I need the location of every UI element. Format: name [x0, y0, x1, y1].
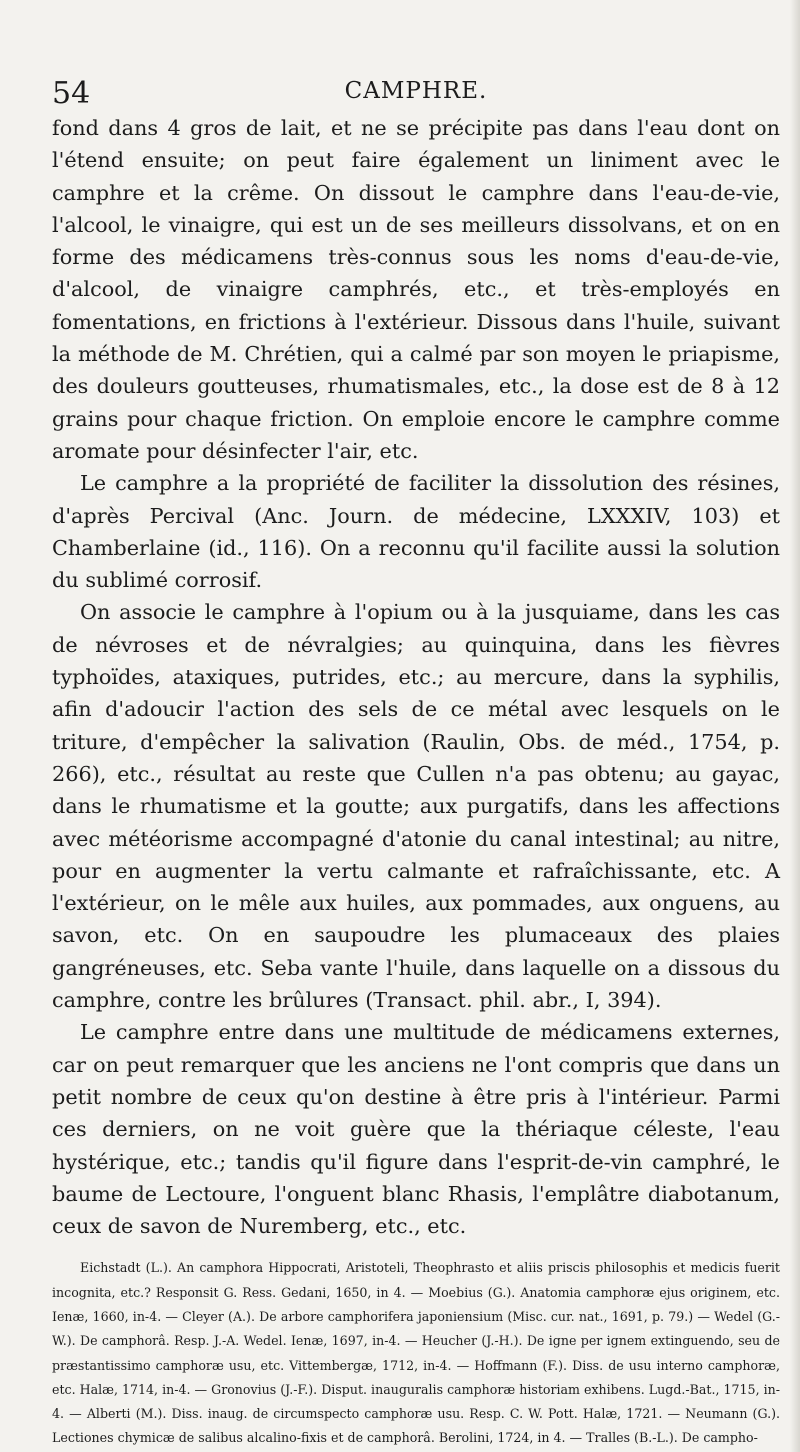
- running-title: CAMPHRE.: [344, 78, 488, 104]
- page-number: 54: [52, 76, 91, 111]
- paragraph-2: Le camphre a la propriété de faciliter la dissolution des résines, d'après Percival (Anc. Journ. de médecine, LXXXIV, 103) et Chamberlaine (id., 116). On a reconnu qu'il facilite aussi la solution du sublimé corrosif.: [52, 471, 780, 593]
- paragraph-3: On associe le camphre à l'opium ou à la jusquiame, dans les cas de névroses et de névralgies; au quinquina, dans les fièvres typhoïdes, ataxiques, putrides, etc.; au mercure, dans la syphilis, afin d'adoucir l'action des sels de ce métal avec lesquels on le triture, d'empêcher la salivation (Raulin, Obs. de méd., 1754, p. 266), etc., résultat au reste que Cullen n'a pas obtenu; au gayac, dans le rhumatisme et la goutte; aux purgatifs, dans les affections avec météorisme accompagné d'atonie du canal intestinal; au nitre, pour en augmenter la vertu calmante et rafraîchissante, etc. A l'extérieur, on le mêle aux huiles, aux pommades, aux onguens, au savon, etc. On en saupoudre les plumaceaux des plaies gangréneuses, etc. Seba vante l'huile, dans laquelle on a dissous du camphre, contre les brûlures (Transact. phil. abr., I, 394).: [52, 600, 780, 1013]
- body-text: [52, 112, 780, 1242]
- paragraph-4: Le camphre entre dans une multitude de médicamens externes, car on peut remarquer que les anciens ne l'ont compris que dans un petit nombre de ceux qu'on destine à être pris à l'intérieur. Parmi ces derniers, on ne voit guère que la thériaque céleste, l'eau hystérique, etc.; tandis qu'il figure dans l'esprit-de-vin camphré, le baume de Lectoure, l'onguent blanc Rhasis, l'emplâtre diabotanum, ceux de savon de Nuremberg, etc., etc.: [52, 1020, 780, 1239]
- page-header: [52, 70, 780, 112]
- page: [52, 70, 780, 1451]
- paragraph-1: fond dans 4 gros de lait, et ne se précipite pas dans l'eau dont on l'étend ensuite; on peut faire également un liniment avec le camphre et la crême. On dissout le camphre dans l'eau-de-vie, l'alcool, le vinaigre, qui est un de ses meilleurs dissolvans, et on en forme des médicamens très-connus sous les noms d'eau-de-vie, d'alcool, de vinaigre camphrés, etc., et très-employés en fomentations, en frictions à l'extérieur. Dissous dans l'huile, suivant la méthode de M. Chrétien, qui a calmé par son moyen le priapisme, des douleurs goutteuses, rhumatismales, etc., la dose est de 8 à 12 grains pour chaque friction. On emploie encore le camphre comme aromate pour désinfecter l'air, etc.: [52, 116, 780, 463]
- footnote-bibliography: Eichstadt (L.). An camphora Hippocrati, Aristoteli, Theophrasto et aliis priscis philosophis et medicis fuerit incognita, etc.? Responsit G. Ress. Gedani, 1650, in 4. — Moebius (G.). Anatomia camphoræ ejus originem, etc. Ienæ, 1660, in-4. — Cleyer (A.). De arbore camphorifera japoniensium (Misc. cur. nat., 1691, p. 79.) — Wedel (G.-W.). De camphorâ. Resp. J.-A. Wedel. Ienæ, 1697, in-4. — Heucher (J.-H.). De igne per ignem extinguendo, seu de præstantissimo camphoræ usu, etc. Vittembergæ, 1712, in-4. — Hoffmann (F.). Diss. de usu interno camphoræ, etc. Halæ, 1714, in-4. — Gronovius (J.-F.). Disput. inauguralis camphoræ historiam exhibens. Lugd.-Bat., 1715, in-4. — Alberti (M.). Diss. inaug. de circumspecto camphoræ usu. Resp. C. W. Pott. Halæ, 1721. — Neumann (G.). Lectiones chymicæ de salibus alcalino-fixis et de camphorâ. Berolini, 1724, in 4. — Tralles (B.-L.). De campho-: [52, 1260, 780, 1446]
- page-edge-shadow: [790, 0, 800, 1452]
- footnote-block: [52, 1256, 780, 1450]
